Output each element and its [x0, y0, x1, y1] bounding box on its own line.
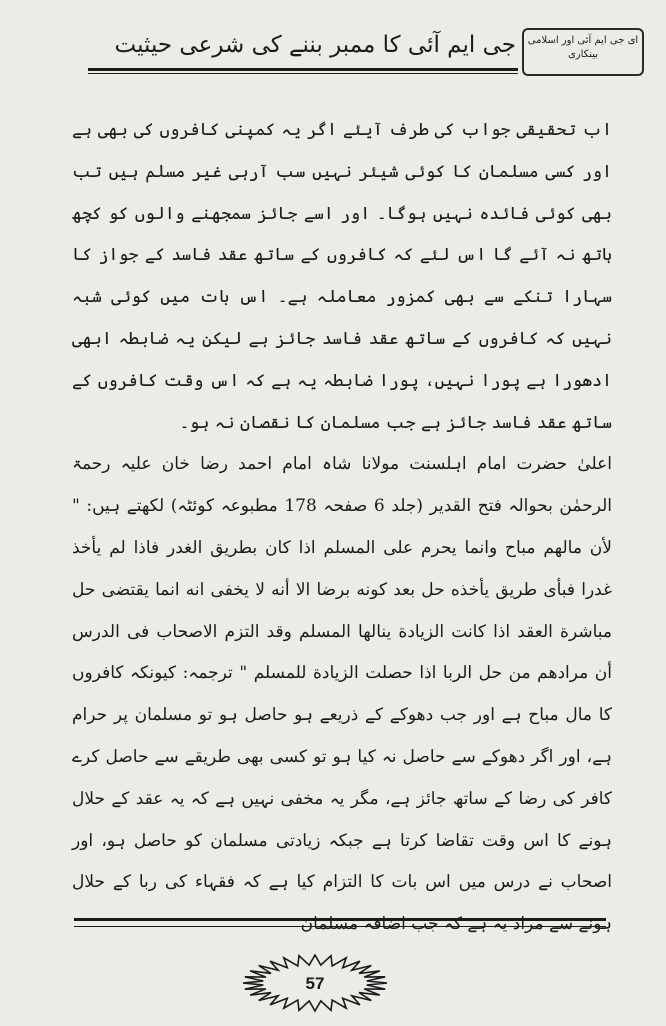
page-title: جی ایم آئی کا ممبر بننے کی شرعی حیثیت: [114, 32, 516, 58]
body-text: [72, 110, 612, 946]
paragraph: اب تحقیقی جواب کی طرف آیئے اگر یہ کمپنی کافروں کی بھی ہے اور کسی مسلمان کا کوئی شیئر نہیں سب آرہی غیر مسلم ہیں تب بھی کوئی فائدہ نہیں ہوگا۔ اور اسے جائز سمجھنے والوں کو کچھ ہاتھ نہ آئے گا اس لئے کہ کافروں کے ساتھ عقد فاسد کے جواز کا سہارا تنکے سے بھی کمزور معاملہ ہے۔ اس بات میں کوئی شبہ نہیں کہ کافروں کے ساتھ عقد فاسد جائز ہے لیکن یہ ضابطہ ابھی ادھورا ہے پورا نہیں، پورا ضابطہ یہ ہے کہ اس وقت کافروں کے ساتھ عقد فاسد جائز ہے جب مسلمان کا نقصان نہ ہو۔: [72, 120, 612, 433]
paragraph: اعلیٰ حضرت امام اہلسنت مولانا شاہ امام احمد رضا خان علیہ رحمۃ الرحمٰن بحوالہ فتح القدیر (جلد 6 صفحہ 178 مطبوعہ کوئٹہ) لکھتے ہیں: " لأن مالهم مباح وانما يحرم على المسلم اذا كان بطريق الغدر فاذا لم يأخذ غدرا فبأى طريق يأخذه حل بعد كونه برضا الا أنه لا يخفى انه انما يقتضى حل مباشرة العقد اذا كانت الزيادة ينالها المسلم وقد التزم الاصحاب فى الدرس أن مرادهم من حل الربا اذا حصلت الزيادة للمسلم " ترجمہ: کیونکہ کافروں کا مال مباح ہے اور جب دھوکے کے ذریعے ہو حاصل ہو تو مسلمان پر حرام ہے، اور اگر دھوکے سے حاصل نہ کیا ہو تو کسی بھی طریقے سے حاصل کرے کافر کی رضا کے ساتھ جائز ہے، مگر یہ مخفی نہیں ہے کہ یہ عقد کے حلال ہونے کا اس وقت تقاضا کرتا ہے جبکہ زیادتی مسلمان کو حاصل ہو، اور اصحاب نے درس میں اس بات کا التزام کیا ہے کہ فقہاء کی ربا کے حلال ہونے سے مراد یہ ہے کہ جب اضافہ مسلمان: [72, 454, 613, 935]
header-stamp-text: ای جی ایم آئی اور اسلامی بینکاری: [527, 35, 639, 60]
header-divider: [88, 68, 518, 74]
page-number: 57: [305, 974, 325, 993]
header-stamp: [522, 28, 644, 76]
footer-divider: [74, 918, 606, 927]
